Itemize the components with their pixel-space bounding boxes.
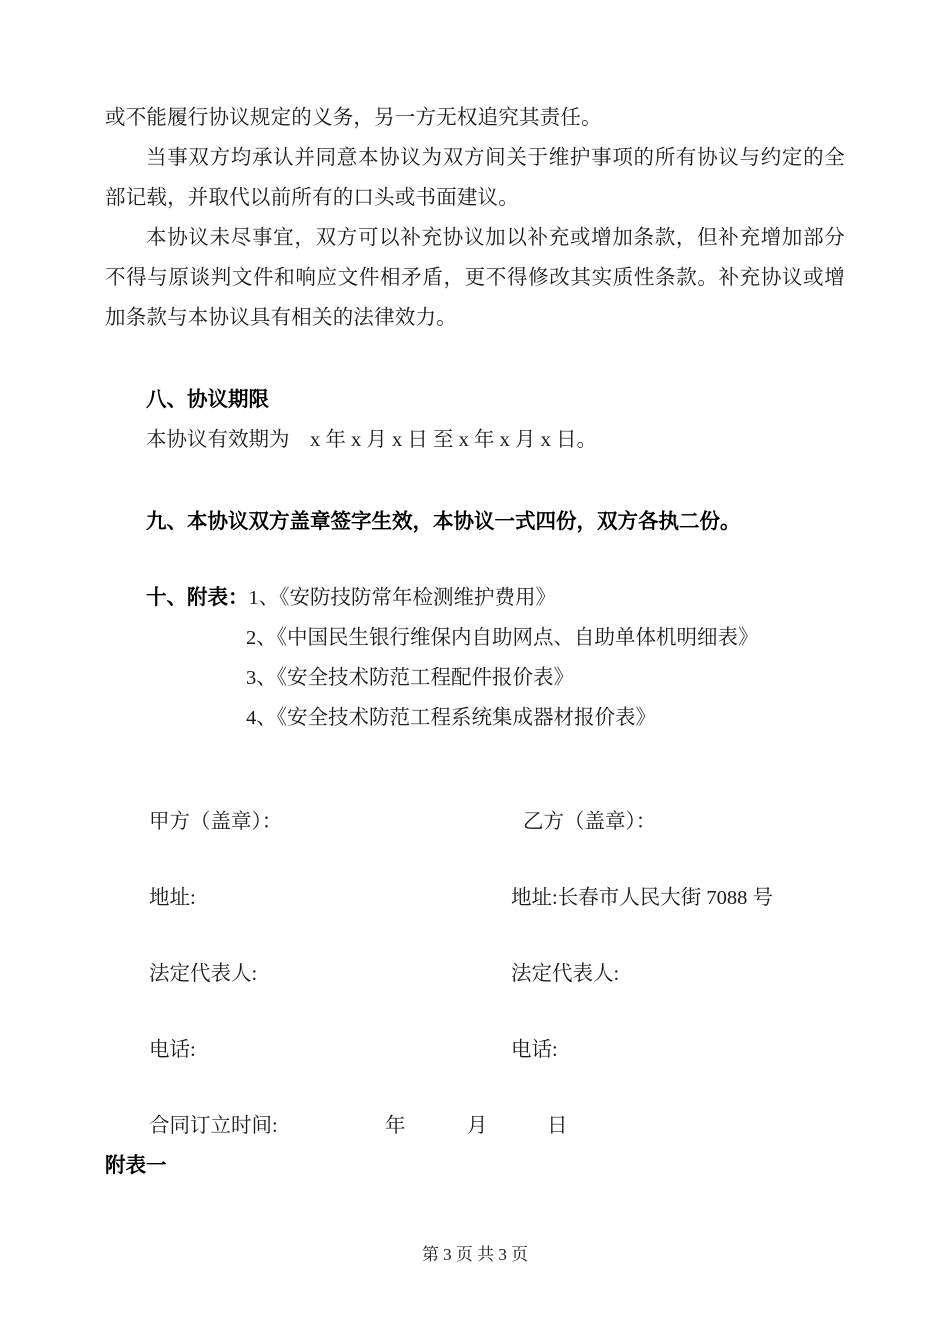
party-a-address-label: 地址: bbox=[149, 887, 196, 909]
paragraph-entire-agreement: 当事双方均承认并同意本协议为双方间关于维护事项的所有协议与约定的全部记载，并取代以前所有的口头或书面建议。 bbox=[105, 147, 845, 209]
party-b-phone-label: 电话: bbox=[511, 1039, 558, 1061]
contract-date-label: 合同订立时间: bbox=[149, 1115, 278, 1137]
signature-block bbox=[105, 802, 845, 1146]
party-b-address-value: 地址:长春市人民大街 7088 号 bbox=[511, 887, 773, 909]
contract-date-row bbox=[105, 1106, 845, 1146]
contract-date-month-unit: 月 bbox=[467, 1115, 488, 1137]
section-heading-nine: 九、本协议双方盖章签字生效，本协议一式四份，双方各执二份。 bbox=[146, 510, 741, 533]
document-content bbox=[105, 98, 845, 1186]
signature-row-legal-rep bbox=[105, 954, 845, 994]
appendix-item-3: 3、《安全技术防范工程配件报价表》 bbox=[246, 667, 574, 689]
appendix-one-title: 附表一 bbox=[105, 1154, 167, 1177]
contract-date-year-unit: 年 bbox=[385, 1115, 406, 1137]
signature-row-seal bbox=[105, 802, 845, 842]
spacer bbox=[105, 918, 845, 954]
page-footer: 第 3 页 共 3 页 bbox=[421, 1245, 529, 1264]
party-a-legal-rep-label: 法定代表人: bbox=[149, 963, 258, 985]
signature-row-phone bbox=[105, 1030, 845, 1070]
paragraph-liability: 或不能履行协议规定的义务，另一方无权追究其责任。 bbox=[105, 107, 602, 129]
appendix-first-line bbox=[105, 578, 845, 618]
appendix-item-1: 1、《安防技防常年检测维护费用》 bbox=[248, 587, 556, 609]
spacer bbox=[105, 460, 845, 502]
contract-date-day-unit: 日 bbox=[547, 1115, 568, 1137]
spacer bbox=[105, 738, 845, 802]
spacer bbox=[105, 994, 845, 1030]
appendix-item-2: 2、《中国民生银行维保内自助网点、自助单体机明细表》 bbox=[246, 627, 759, 649]
spacer bbox=[105, 842, 845, 878]
appendix-label: 十、附表： bbox=[146, 586, 249, 609]
spacer bbox=[105, 542, 845, 578]
section-eight-body: 本协议有效期为 x 年 x 月 x 日 至 x 年 x 月 x 日。 bbox=[146, 429, 597, 451]
appendix-item-4: 4、《安全技术防范工程系统集成器材报价表》 bbox=[246, 707, 656, 729]
signature-row-address bbox=[105, 878, 845, 918]
party-a-seal-label: 甲方（盖章）： bbox=[149, 811, 283, 833]
appendix-list bbox=[105, 578, 845, 738]
spacer bbox=[105, 1070, 845, 1106]
party-b-legal-rep-label: 法定代表人: bbox=[511, 963, 620, 985]
paragraph-supplementary-agreement: 本协议未尽事宜，双方可以补充协议加以补充或增加条款，但补充增加部分不得与原谈判文件和响应文件相矛盾，更不得修改其实质性条款。补充协议或增加条款与本协议具有相关的法律效力。 bbox=[105, 227, 845, 329]
party-b-seal-label: 乙方（盖章）： bbox=[523, 811, 657, 833]
spacer bbox=[105, 338, 845, 380]
section-heading-eight: 八、协议期限 bbox=[146, 388, 269, 411]
party-a-phone-label: 电话: bbox=[149, 1039, 196, 1061]
